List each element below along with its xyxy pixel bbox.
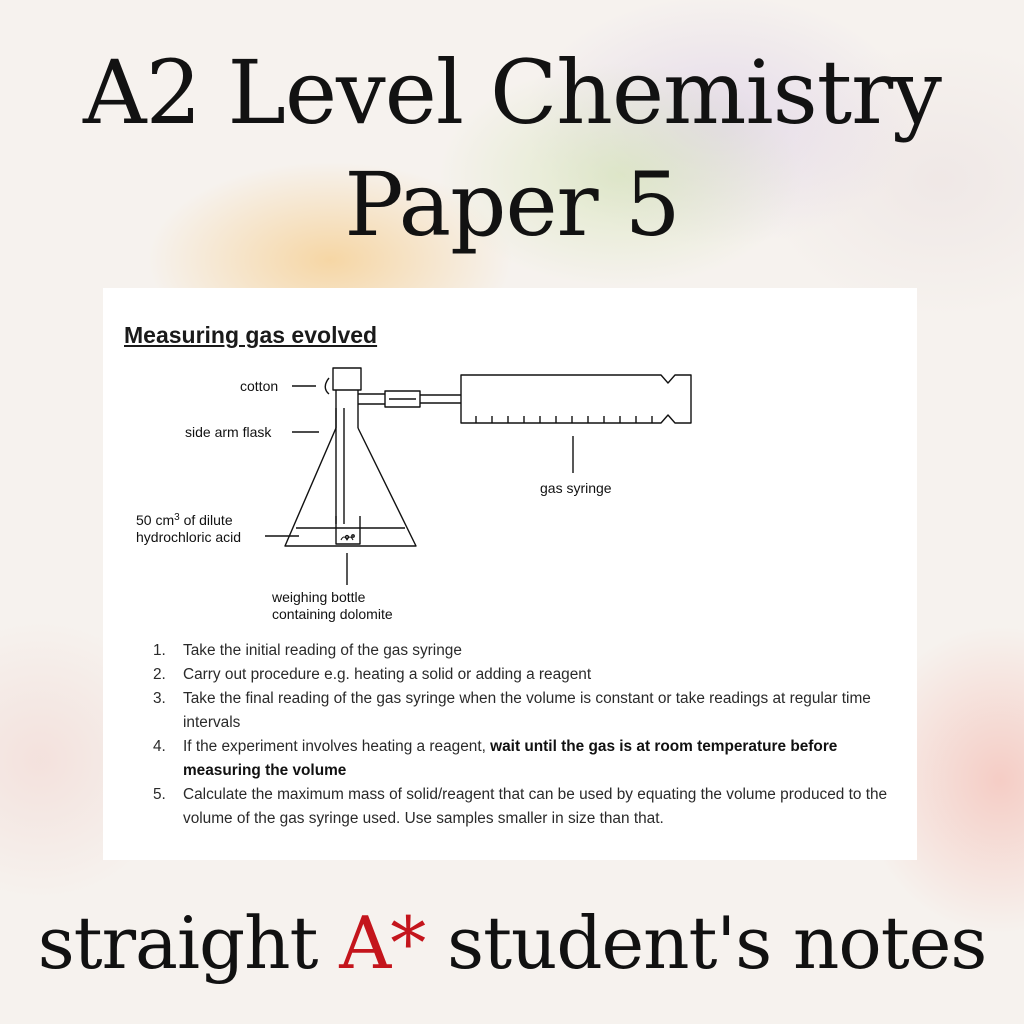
- label-cotton: cotton: [240, 378, 279, 394]
- label-weighing-bottle-line-2: containing dolomite: [272, 606, 393, 622]
- notes-card: [103, 288, 917, 860]
- label-side-arm-flask: side arm flask: [185, 424, 272, 440]
- apparatus-diagram: [103, 288, 917, 633]
- procedure-steps: [143, 639, 903, 831]
- page-title-line-2: Paper 5: [344, 153, 680, 256]
- weighing-bottle-icon: [336, 516, 360, 544]
- label-weighing-bottle-line-1: weighing bottle: [272, 589, 366, 605]
- list-item: 3. Take the final reading of the gas syringe when the volume is constant or take readings at regular time intervals: [153, 690, 871, 731]
- footer-tagline: straight A* student's notes: [37, 901, 987, 985]
- list-item: 1. Take the initial reading of the gas syringe: [153, 642, 462, 659]
- side-arm-flask-icon: [285, 368, 420, 546]
- label-gas-syringe: gas syringe: [540, 480, 612, 496]
- gas-syringe-icon: [420, 375, 691, 423]
- label-acid-line-1: 50 $cm^3$ of dilute: [136, 512, 233, 528]
- a-star-accent: A*: [339, 901, 426, 985]
- section-heading: Measuring gas evolved: [124, 322, 378, 348]
- list-item: 4. If the experiment involves heating a reagent, wait until the gas is at room temperature before measuring the volume: [153, 738, 838, 779]
- list-item: 2. Carry out procedure e.g. heating a solid or adding a reagent: [153, 666, 592, 683]
- label-acid-line-2: hydrochloric acid: [136, 529, 242, 545]
- list-item: 5. Calculate the maximum mass of solid/reagent that can be used by equating the volume produced to the volume of the gas syringe used. Use samples smaller in size than that.: [153, 786, 888, 827]
- page-title-line-1: A2 Level Chemistry: [83, 41, 941, 144]
